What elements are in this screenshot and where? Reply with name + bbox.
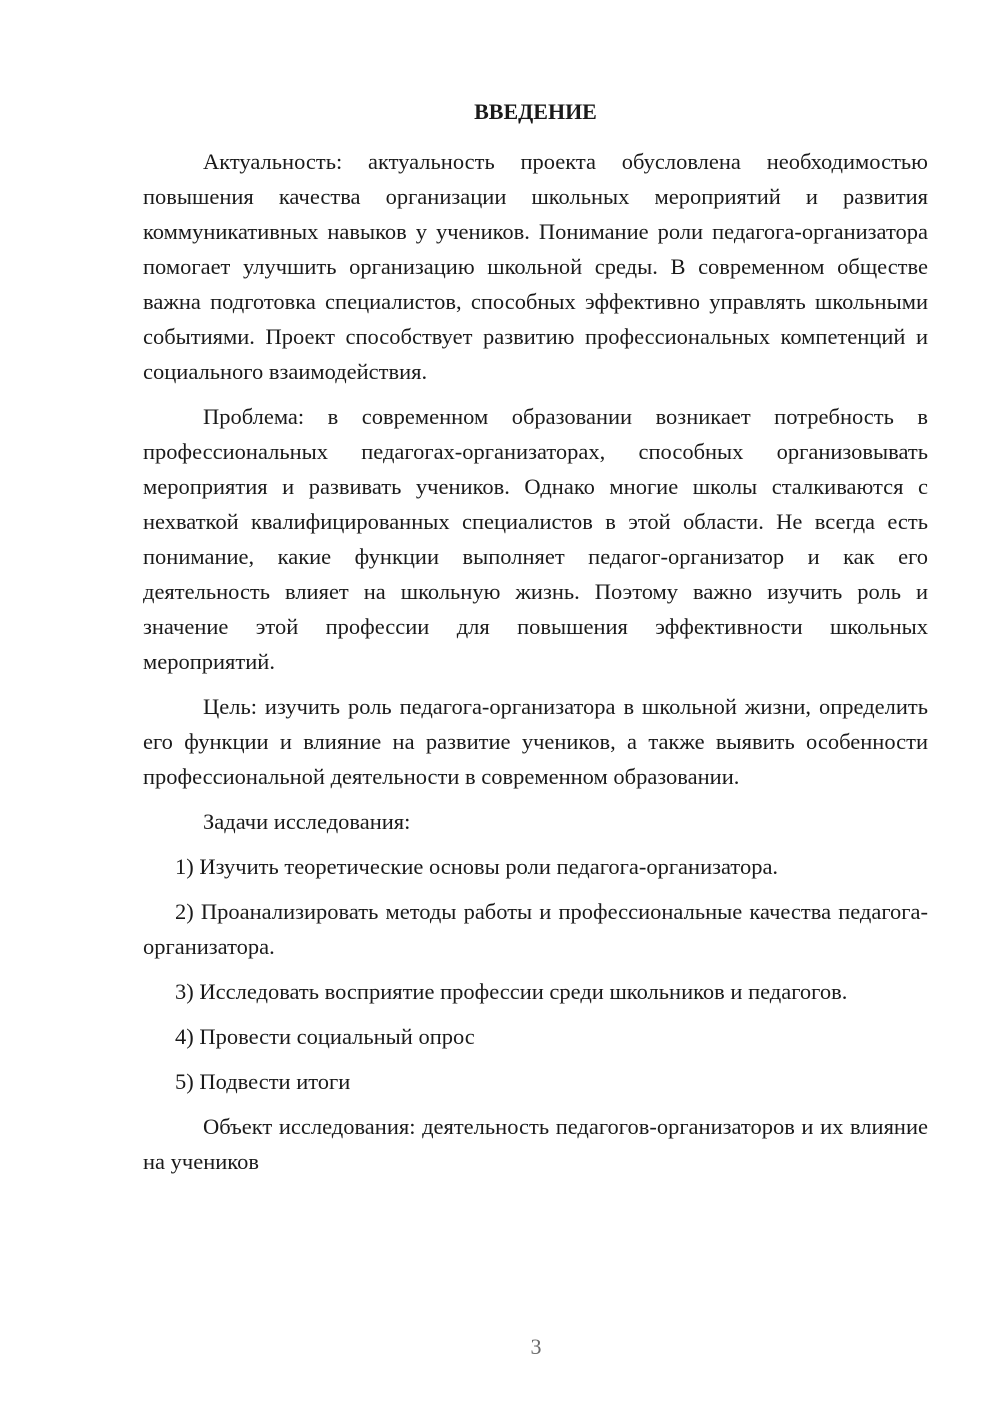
document-body <box>143 94 928 1179</box>
task-item: 4) Провести социальный опрос <box>175 1024 475 1049</box>
problem-paragraph: Проблема: в современном образовании возникает потребность в профессиональных педагогах-организаторах, способных организовывать мероприятия и развивать учеников. Однако многие школы сталкиваются с нехваткой квалифицированных специалистов в этой области. Не всегда есть понимание, какие функции выполняет педагог-организатор и как его деятельность влияет на школьную жизнь. Поэтому важно изучить роль и значение этой профессии для повышения эффективности школьных мероприятий. <box>143 404 928 674</box>
section-heading: ВВЕДЕНИЕ <box>474 99 597 124</box>
goal-paragraph: Цель: изучить роль педагога-организатора в школьной жизни, определить его функции и влияние на развитие учеников, а также выявить особенности профессиональной деятельности в современном образовании. <box>143 694 928 789</box>
task-item: 1) Изучить теоретические основы роли педагога-организатора. <box>175 854 779 879</box>
task-item: 2) Проанализировать методы работы и профессиональные качества педагога-организатора. <box>143 899 928 959</box>
task-item: 5) Подвести итоги <box>175 1069 351 1094</box>
task-item: 3) Исследовать восприятие профессии среди школьников и педагогов. <box>175 979 848 1004</box>
research-object-paragraph: Объект исследования: деятельность педагогов-организаторов и их влияние на учеников <box>143 1114 928 1174</box>
relevance-paragraph: Актуальность: актуальность проекта обусловлена необходимостью повышения качества организации школьных мероприятий и развития коммуникативных навыков у учеников. Понимание роли педагога-организатора помогает улучшить организацию школьной среды. В современном обществе важна подготовка специалистов, способных эффективно управлять школьными событиями. Проект способствует развитию профессиональных компетенций и социального взаимодействия. <box>143 149 928 384</box>
tasks-heading: Задачи исследования: <box>203 809 411 834</box>
page-number: 3 <box>530 1334 542 1359</box>
